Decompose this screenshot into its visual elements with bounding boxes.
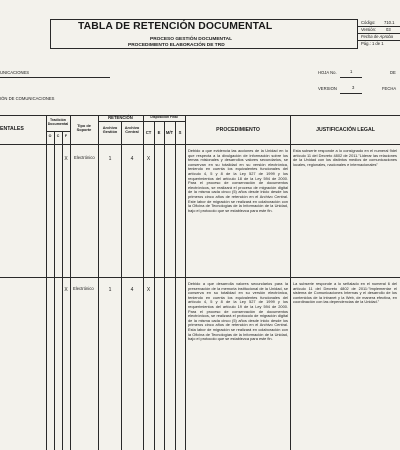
s-header: S [178, 130, 182, 135]
de-label: DE [390, 70, 396, 75]
col-divider-mt [175, 121, 176, 450]
row1-archivo-central: 4 [130, 156, 134, 162]
series-header: ENTALES [0, 126, 24, 132]
meta-divider-2 [358, 33, 400, 34]
row2-archivo-central: 4 [130, 287, 134, 293]
header-right-border [357, 19, 358, 49]
col-divider-procedimiento [290, 115, 291, 450]
version-value: 3 [352, 85, 355, 90]
hoja-value: 1 [350, 69, 353, 74]
fecha-aprobacion-label: Fecha de Aproba [361, 34, 393, 39]
codigo-value: 710.1 [384, 20, 395, 25]
justificacion-legal-header: JUSTIFICACIÓN LEGAL [316, 127, 375, 133]
pagina-label: Pág.: 1 de 1 [361, 41, 384, 46]
original-header: O [48, 134, 52, 138]
fecha-label: FECHA [382, 86, 397, 91]
tradicion-documental-header: Tradición Documental [47, 118, 69, 127]
tipo-soporte-header: Tipo de Soporte [76, 123, 92, 133]
version-label: VERSION [318, 86, 337, 91]
row2-justificacion: La subserie responde a lo señalado en el numeral 6 del artículo 11 del Decreto 4802 de 2011:"Implementar el sistema de Comunicaciones Internas y el desarrollo de los contenidos de la intranet y la Web, de manera efectiva, en coordinación con las dependencias de la Unidad." [293, 281, 397, 305]
procedimiento-header: PROCEDIMIENTO [216, 127, 260, 133]
table-top-border [0, 115, 400, 116]
e-header: E [157, 130, 161, 135]
row2-archivo-gestion: 1 [108, 287, 112, 293]
col-divider-o [54, 131, 55, 450]
row-separator [0, 277, 400, 278]
header-top-border [50, 19, 358, 20]
codigo-label: Código: [361, 20, 376, 25]
document-subtitle-procedure: PROCEDIMIENTO ELABORACIÓN DE TRD [128, 43, 225, 48]
row1-soporte: Electrónico [74, 155, 95, 160]
row2-ct-mark: X [146, 287, 151, 293]
row1-fotocopia-mark: X [64, 156, 68, 162]
disposicion-final-header: Disposición Final [150, 115, 178, 119]
col-divider-disposicion [185, 115, 186, 450]
version-underline [340, 93, 362, 94]
ct-header: CT [145, 130, 152, 135]
col-divider-gestion [121, 121, 122, 450]
copia-header: C [56, 134, 60, 138]
hoja-underline [340, 77, 362, 78]
document-title: TABLA DE RETENCIÓN DOCUMENTAL [78, 21, 273, 32]
row1-procedimiento: Debido a que evidencia las acciones de la Unidad en lo que respecta a la divulgación de información sobre los temas misionales y desarrollos valores secundarios, se conservan en su totalidad en su versión electrónica, teniendo en cuenta los equivalentes funcionales del artículo 4, 5 y 8 de la Ley 527 de 1999 y los requerimientos del artículo 18 de la Ley 594 de 2000. Para el proceso de conservación de documentos electrónicos, se realizará el proceso de migración digital de la misma cada cinco (5) años desde inicio desde los primeros cinco años de retención en el Archivo Central. Este labor de migración se realizará en colaboración con la Oficina de Tecnologías de la Información de la Unidad, bajo el protocolo que se establezca para este fin. [188, 148, 288, 213]
archivo-gestion-header: Archivo Gestión [102, 125, 118, 135]
retencion-header: RETENCIÓN [108, 115, 133, 120]
version-meta-label: Versión: [361, 27, 377, 32]
meta-divider-3 [358, 40, 400, 41]
col-divider-retencion [143, 115, 144, 450]
fotocopia-header: F [64, 134, 68, 138]
col-divider-series [46, 115, 47, 450]
table-header-bottom-border [0, 144, 400, 145]
col-divider-tradicion [70, 115, 71, 450]
hoja-label: HOJA No. [318, 70, 337, 75]
header-left-border [50, 19, 51, 49]
meta-divider-1 [358, 26, 400, 27]
row1-ct-mark: X [146, 156, 151, 162]
tradicion-subheader-line [46, 131, 70, 132]
col-divider-soporte [98, 115, 99, 450]
row2-procedimiento: Debido a que desarrolla valores secundarios para la preservación de la memoria institucional de la Unidad, se conserva en su totalidad en su versión electrónica, teniendo en cuenta los equivalentes funcionales del artículo 4, 5 y 8 de la Ley 527 de 1999 y los requerimientos del artículo 19 de la Ley 594 de 2000. Para el proceso de conservación de documentos electrónicos, se realizará el protocolo de migración digital de la misma cada cinco (5) años desde inicio desde los primeros cinco años de retención en el Archivo Central. Esta labor de migración se realizará en colaboración con la Oficina de Tecnologías de la Información de la Unidad, bajo el protocolo que se establezca para este fin. [188, 281, 288, 342]
oficina-underline [0, 77, 110, 78]
version-meta-value: 03 [386, 27, 391, 32]
col-divider-ct [154, 121, 155, 450]
oficina-productora-value: UNICACIONES [0, 70, 30, 75]
mt-header: M/T [165, 130, 174, 135]
row1-justificacion: Esta subserie responde a lo consignado en el numeral 9del artículo 11 del Decreto 4802 de 2011."Liderar las relaciones de la Unidad con los distintos medios de comunicaciones locales, regionales, nacionales e internacionales" [293, 148, 397, 167]
dependencia-value: IÓN DE COMUNICACIONES [0, 96, 55, 101]
row2-soporte: Electrónico [73, 286, 94, 291]
archivo-central-header: Archivo Central [124, 125, 140, 135]
col-divider-e [164, 121, 165, 450]
row2-fotocopia-mark: X [64, 287, 68, 293]
document-subtitle-process: PROCESO GESTIÓN DOCUMENTAL [150, 37, 232, 42]
row1-archivo-gestion: 1 [108, 156, 112, 162]
